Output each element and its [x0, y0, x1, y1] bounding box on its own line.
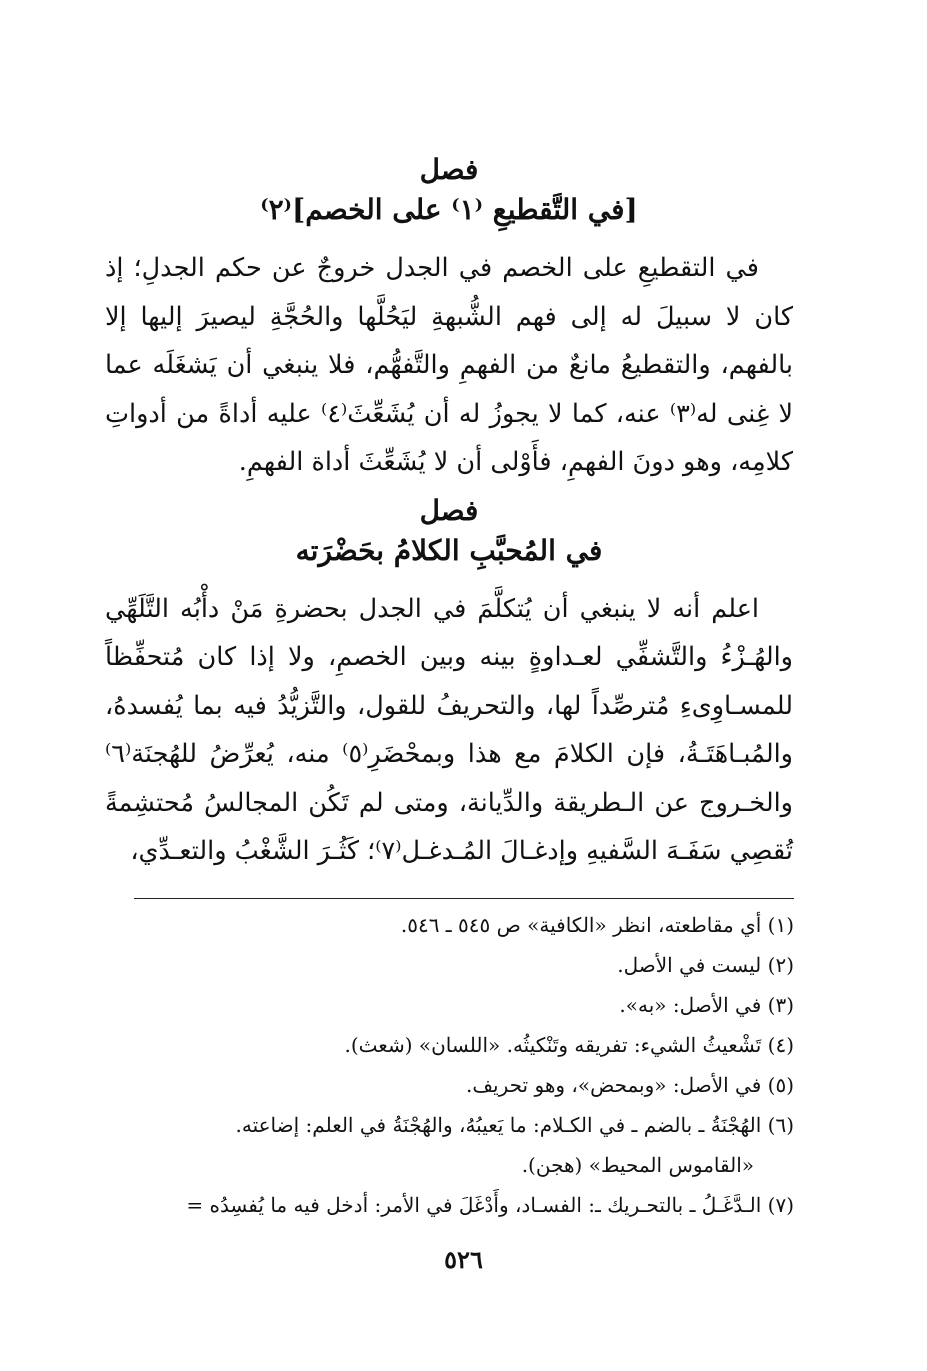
footnotes	[94, 905, 794, 1225]
footnote-divider	[134, 898, 794, 899]
footnote: (٥) في الأصل: «وبمحض»، وهو تحريف.	[465, 1073, 794, 1097]
section-subheading: [في التَّقطيعِ ⁽١⁾ على الخصم]⁽٢⁾	[260, 193, 638, 226]
section-heading: فصل	[419, 153, 479, 186]
footnote-continuation: «القاموس المحيط» (هجن).	[521, 1153, 754, 1177]
page-number: ٥٢٦	[444, 1245, 483, 1274]
footnote: (٧) الـدَّغَـلُ ـ بالتحـريك ـ: الفسـاد، وأَدْغَلَ في الأمر: أدخل فيه ما يُفسِدُه =	[186, 1193, 794, 1217]
section-paragraph: اعلم أنه لا ينبغي أن يُتكلَّمَ في الجدل بحضرةِ مَنْ دأْبُه التَّلَهِّي والهُـزْءُ والتَّشفِّي لعـداوةٍ بينه وبين الخصمِ، ولا إذا كان مُتحفِّظاً للمسـاوِىءِ مُترصِّداً لها، والتحريفُ للقول، والتَّزيُّدُ فيه بما يُفسدهُ، والمُبـاهَتَـةُ، فإن الكلامَ مع هذا وبمحْضَرِ⁽٥⁾ منه، يُعرِّضُ للهُجنَة⁽٦⁾ والخـروج عن الـطريقة والدِّيانة، ومتى لم تَكُن المجالسُ مُحتشِمةً تُقصِي سَفَـهَ السَّفيهِ وإدغـالَ المُـدغـل⁽٧⁾؛ كَثُـرَ الشَّغْبُ والتعـدِّي،	[105, 593, 793, 866]
footnote: (٤) تَشْعيثُ الشيء: تفريقه وتَنْكيثُه. «اللسان» (شعث).	[344, 1033, 794, 1057]
footnote: (١) أي مقاطعته، انظر «الكافية» ص ٥٤٥ ـ ٥٤٦.	[400, 913, 794, 937]
main-text	[105, 150, 793, 876]
footnote: (٢) ليست في الأصل.	[617, 953, 794, 977]
footnote: (٣) في الأصل: «به».	[619, 993, 794, 1017]
section-paragraph: في التقطيعِ على الخصم في الجدل خروجٌ عن حكم الجدلِ؛ إذ كان لا سبيلَ له إلى فهم الشُّبهةِ ليَحُلَّها والحُجَّةِ ليصيرَ إليها إلا بالفهم، والتقطيعُ مانعٌ من الفهمِ والتَّفهُّم، فلا ينبغي أن يَشغَلَه عما لا غِنى له⁽٣⁾ عنه، كما لا يجوزُ له أن يُشَعِّثَ⁽٤⁾ عليه أداةً من أدواتِ كلامِه، وهو دونَ الفهمِ، فأَوْلى أن لا يُشَعِّثَ أداة الفهمِ.	[105, 253, 793, 477]
footnote: (٦) الهُجْنَةُ ـ بالضم ـ في الكـلام: ما يَعيبُهُ، والهُجْنَةُ في العلم: إضاعته.	[235, 1113, 794, 1137]
section-heading: فصل	[419, 493, 479, 527]
section-subheading: في المُحبَّبِ الكلامُ بحَضْرَته	[295, 533, 603, 567]
